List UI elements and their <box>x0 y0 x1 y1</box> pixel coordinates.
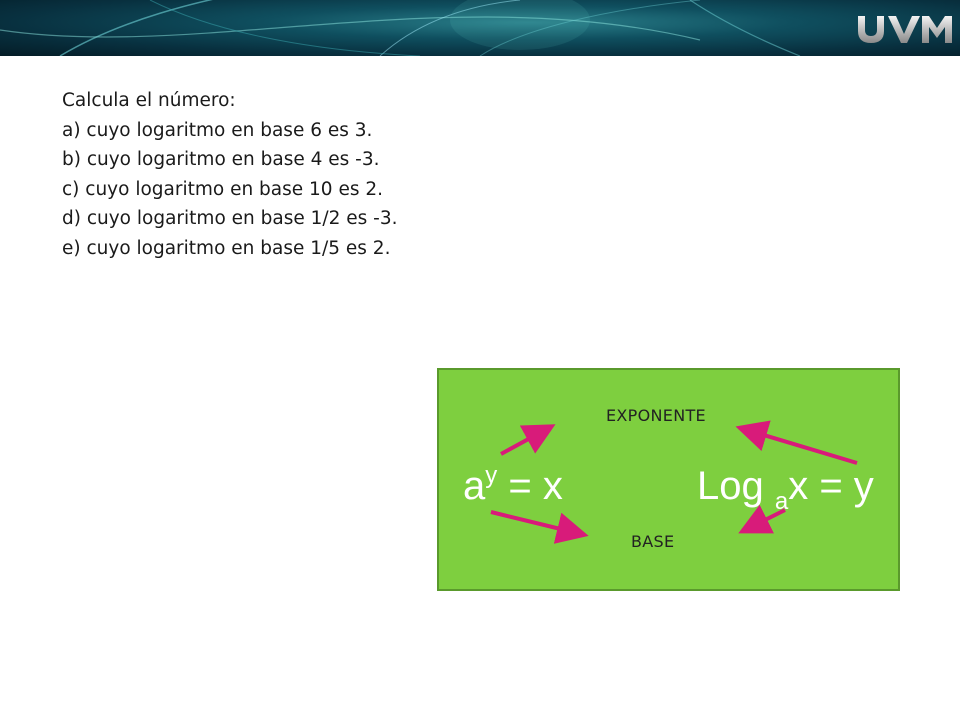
exponential-formula <box>463 462 563 512</box>
exercise-item-b: b) cuyo logaritmo en base 4 es -3. <box>62 149 380 170</box>
formula-right-rest: x = y <box>788 464 874 508</box>
logarithm-diagram-box <box>437 368 900 591</box>
formula-left-rest: = x <box>497 464 563 508</box>
formula-log: Log <box>697 464 775 508</box>
banner-decoration <box>0 0 960 56</box>
header-banner <box>0 0 960 56</box>
arrow-exponent-left <box>501 430 545 454</box>
exercise-item-d: d) cuyo logaritmo en base 1/2 es -3. <box>62 208 398 229</box>
formula-base: a <box>463 464 486 508</box>
uvm-logo <box>854 12 954 46</box>
exponent-label: EXPONENTE <box>606 406 706 425</box>
base-label: BASE <box>631 532 675 551</box>
arrow-base-left <box>491 512 577 533</box>
arrow-exponent-right <box>747 430 857 463</box>
exercise-item-c: c) cuyo logaritmo en base 10 es 2. <box>62 178 384 200</box>
exercise-item-a: a) cuyo logaritmo en base 6 es 3. <box>62 119 373 141</box>
formula-exponent: y <box>485 462 498 489</box>
exercise-prompt: Calcula el número: <box>62 90 236 111</box>
exercise-text <box>62 86 662 263</box>
exercise-item-e: e) cuyo logaritmo en base 1/5 es 2. <box>62 237 391 259</box>
logarithm-formula <box>697 464 874 515</box>
formula-log-base: a <box>774 488 789 515</box>
